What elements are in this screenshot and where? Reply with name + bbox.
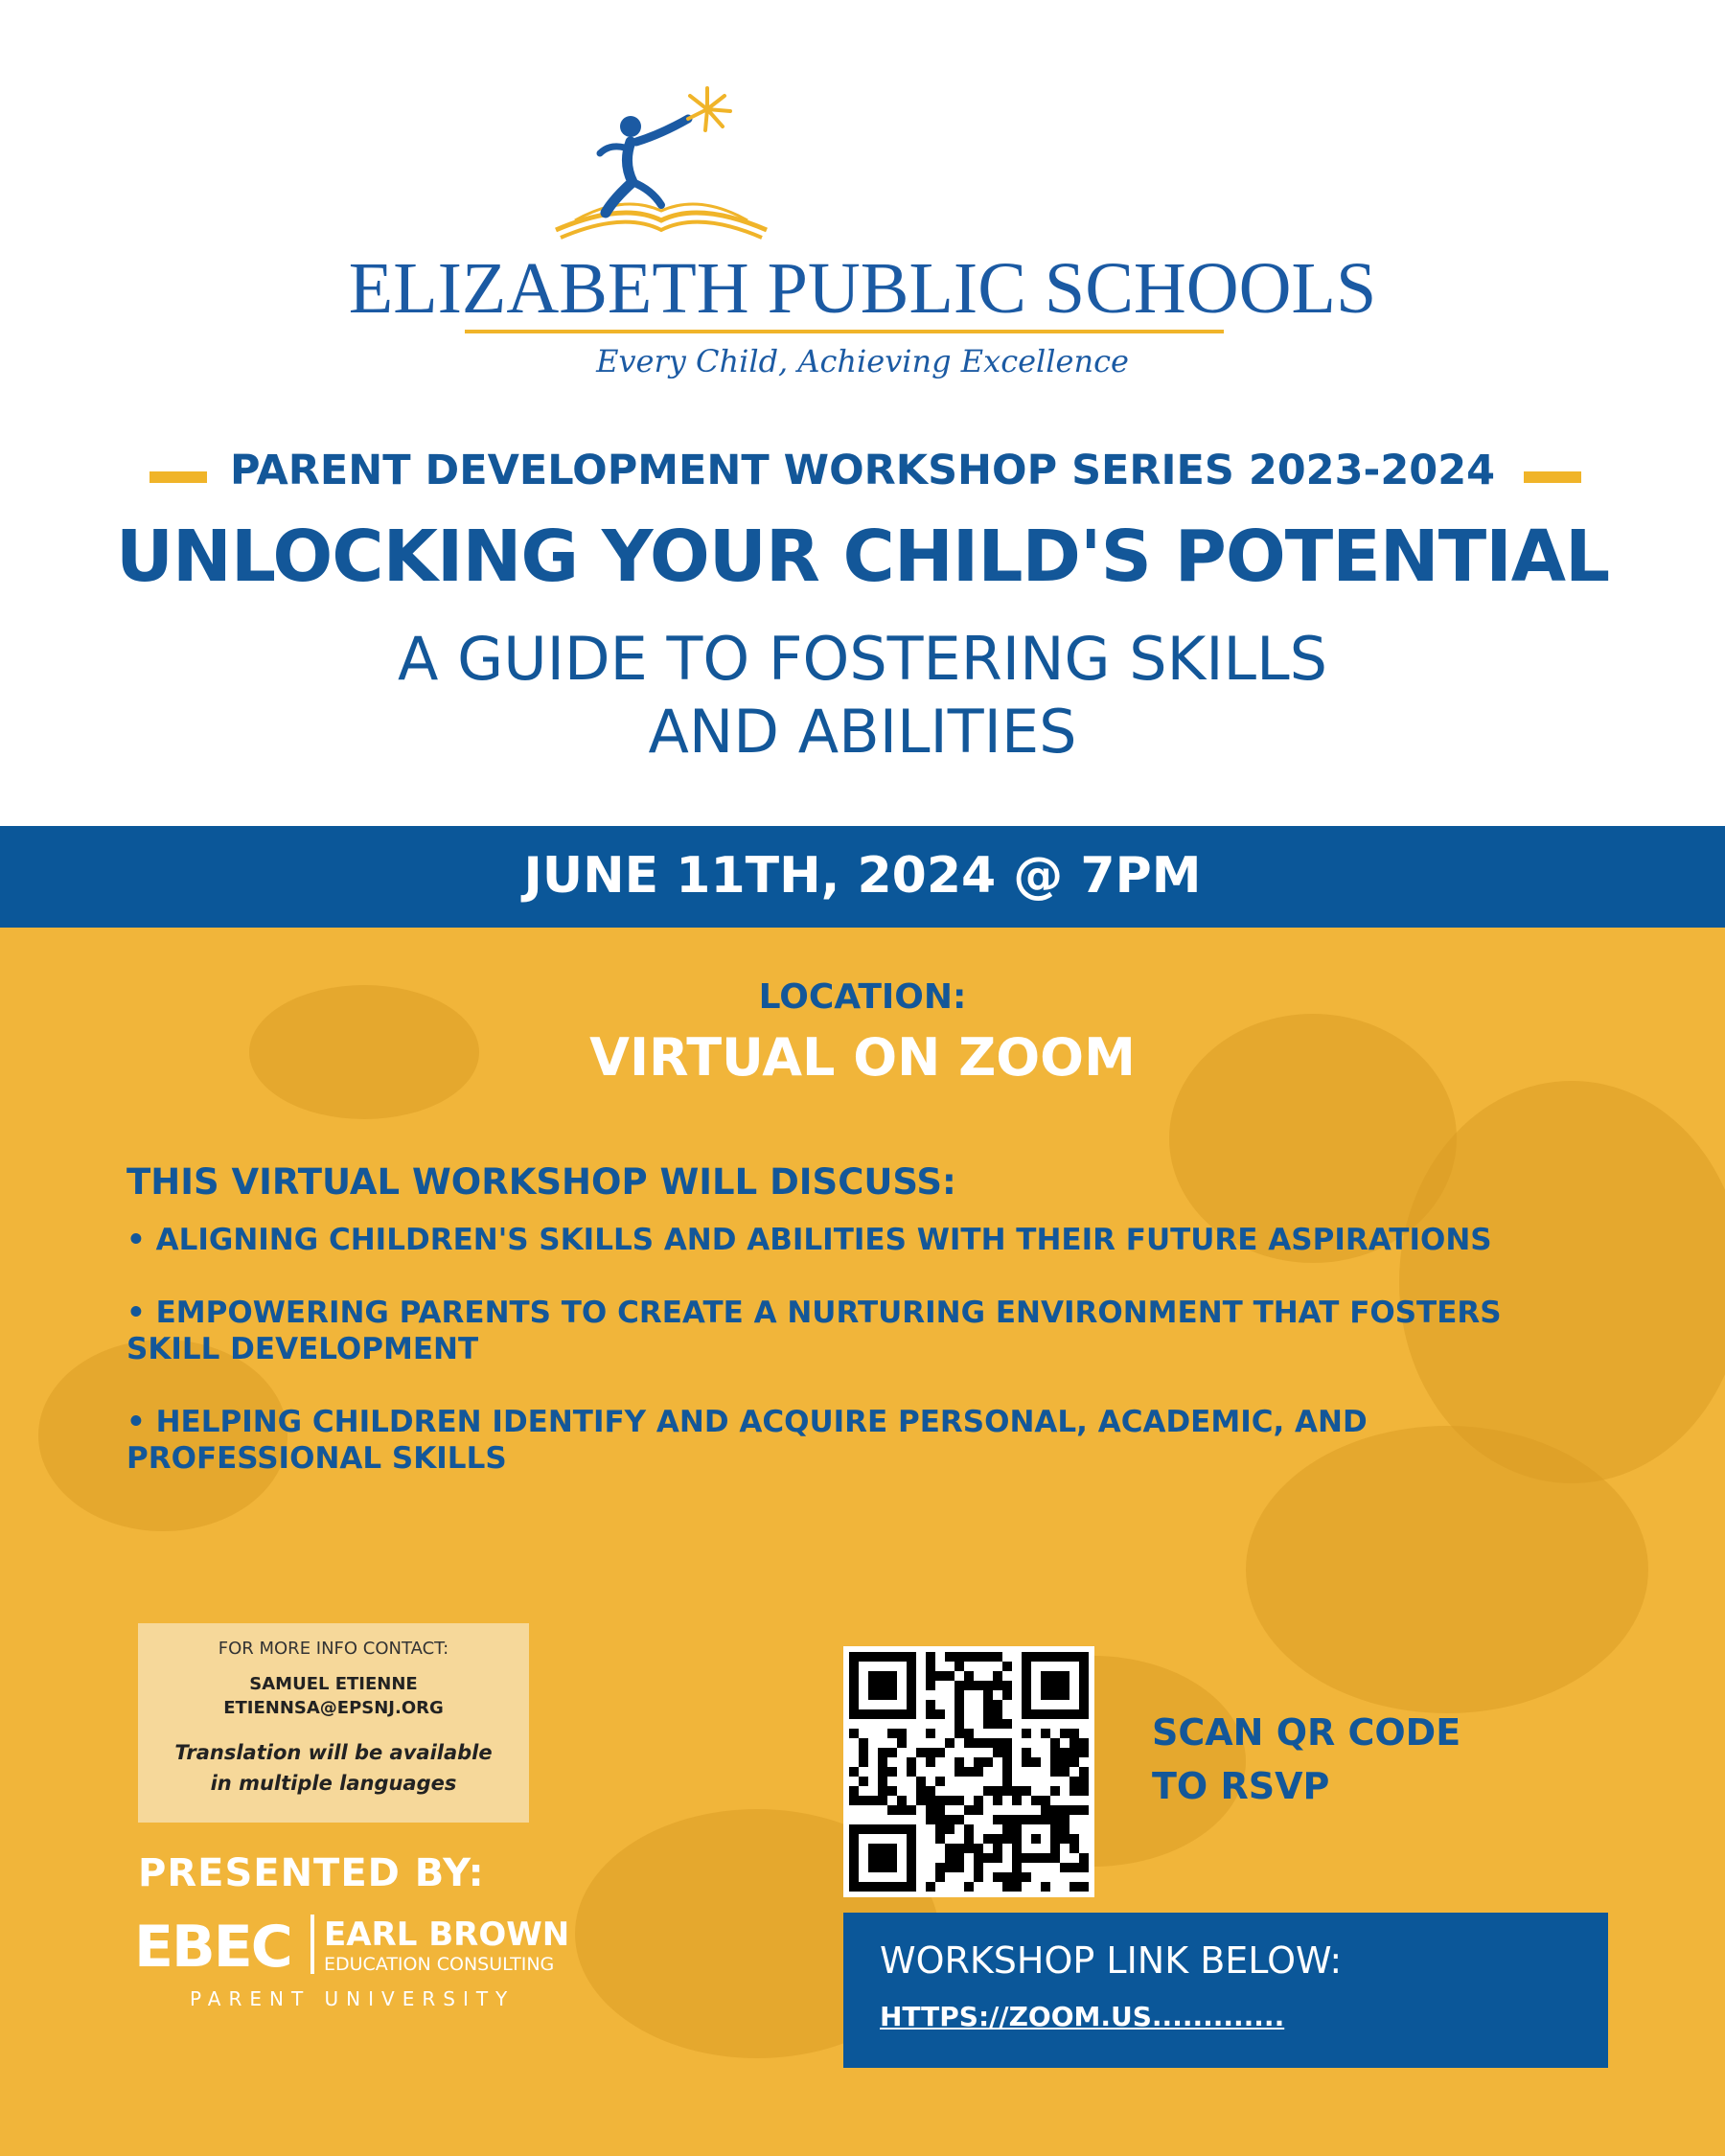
accent-bar-right (1524, 471, 1581, 483)
qr-caption-line: TO RSVP (1152, 1765, 1330, 1807)
contact-info-box (138, 1623, 529, 1823)
sub-title (0, 623, 1725, 768)
translation-note (138, 1737, 529, 1799)
main-title: UNLOCKING YOUR CHILD'S POTENTIAL (115, 516, 1610, 598)
contact-label: FOR MORE INFO CONTACT: (218, 1639, 449, 1659)
workshop-link-url[interactable]: HTTPS://ZOOM.US............. (880, 2001, 1285, 2032)
date-banner (0, 826, 1725, 928)
list-item: • ALIGNING CHILDREN'S SKILLS AND ABILITIES WITH THEIR FUTURE ASPIRATIONS (126, 1223, 1492, 1257)
school-tagline: Every Child, Achieving Excellence (596, 343, 1129, 379)
ebec-program-name: PARENT UNIVERSITY (190, 1987, 516, 2010)
qr-code-icon (849, 1652, 1089, 1892)
event-date: JUNE 11TH, 2024 @ 7PM (523, 847, 1202, 905)
ebec-logo-mark: EBEC (134, 1914, 291, 1981)
discussion-list (126, 1161, 1583, 1513)
workshop-link-box (843, 1913, 1608, 2068)
location-value: VIRTUAL ON ZOOM (589, 1027, 1136, 1088)
contact-name: SAMUEL ETIENNE (249, 1674, 418, 1694)
translation-note-line: Translation will be available (174, 1741, 493, 1764)
location-label: LOCATION: (758, 977, 967, 1017)
list-item: • HELPING CHILDREN IDENTIFY AND ACQUIRE PERSONAL, ACADEMIC, AND PROFESSIONAL SKILLS (126, 1405, 1368, 1476)
discussion-heading: THIS VIRTUAL WORKSHOP WILL DISCUSS: (126, 1161, 956, 1203)
list-item: • EMPOWERING PARENTS TO CREATE A NURTURING ENVIRONMENT THAT FOSTERS SKILL DEVELOPMENT (126, 1296, 1502, 1366)
sub-title-line: A GUIDE TO FOSTERING SKILLS (398, 624, 1327, 694)
ebec-company-name: EARL BROWN (324, 1915, 570, 1954)
school-name: ELIZABETH PUBLIC SCHOOLS (348, 248, 1377, 329)
presented-by-label: PRESENTED BY: (138, 1851, 485, 1895)
school-logo (0, 77, 1725, 422)
star-reaching-figure-icon (518, 86, 786, 249)
ebec-company-tagline: EDUCATION CONSULTING (324, 1954, 555, 1975)
sub-title-line: AND ABILITIES (648, 697, 1077, 767)
workshop-link-label: WORKSHOP LINK BELOW: (880, 1939, 1343, 1982)
translation-note-line: in multiple languages (210, 1772, 457, 1795)
qr-caption (1152, 1706, 1460, 1813)
qr-caption-line: SCAN QR CODE (1152, 1711, 1461, 1754)
rsvp-qr-code[interactable] (843, 1646, 1094, 1897)
series-heading (0, 447, 1725, 504)
series-title: PARENT DEVELOPMENT WORKSHOP SERIES 2023-2024 (229, 447, 1496, 494)
contact-email[interactable]: ETIENNSA@EPSNJ.ORG (223, 1698, 444, 1718)
logo-divider (465, 330, 1224, 333)
